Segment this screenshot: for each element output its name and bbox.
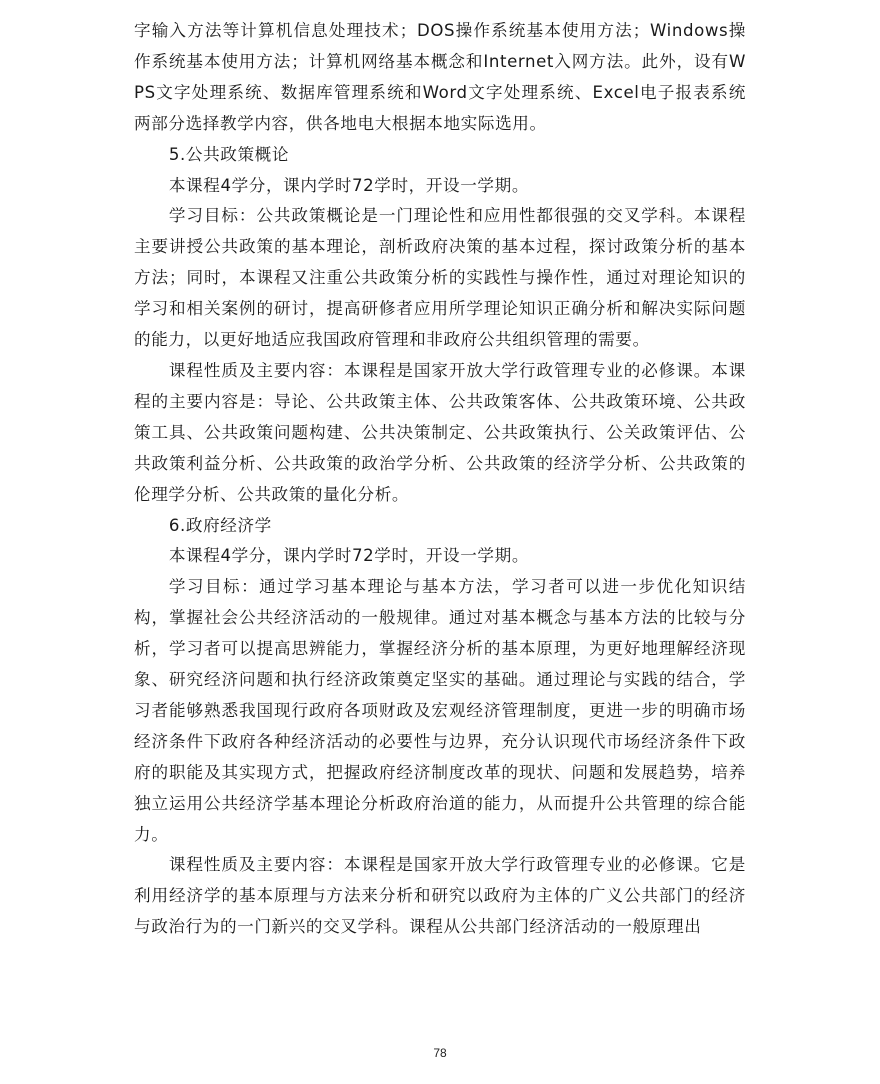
document-body	[134, 16, 746, 943]
paragraph-government-economics-credits: 本课程4学分，课内学时72学时，开设一学期。	[168, 546, 530, 566]
paragraph-government-economics-objectives: 学习目标：通过学习基本理论与基本方法，学习者可以进一步优化知识结构，掌握社会公共经济活动的一般规律。通过对基本概念与基本方法的比较与分析，学习者可以提高思辨能力，掌握经济分析的基本原理，为更好地理解经济现象、研究经济问题和执行经济政策奠定坚实的基础。通过理论与实践的结合，学习者能够熟悉我国现行政府各项财政及宏观经济管理制度，更进一步的明确市场经济条件下政府各种经济活动的必要性与边界，充分认识现代市场经济条件下政府的职能及其实现方式，把握政府经济制度改革的现状、问题和发展趋势，培养独立运用公共经济学基本理论分析政府治道的能力，从而提升公共管理的综合能力。	[134, 577, 746, 844]
page-number: 78	[433, 1046, 447, 1060]
section-heading-public-policy: 5.公共政策概论	[168, 144, 290, 164]
paragraph-government-economics-content: 课程性质及主要内容：本课程是国家开放大学行政管理专业的必修课。它是利用经济学的基本原理与方法来分析和研究以政府为主体的广义公共部门的经济与政治行为的一门新兴的交叉学科。课程从公共部门经济活动的一般原理出	[134, 855, 746, 937]
paragraph-public-policy-content: 课程性质及主要内容：本课程是国家开放大学行政管理专业的必修课。本课程的主要内容是：导论、公共政策主体、公共政策客体、公共政策环境、公共政策工具、公共政策问题构建、公共决策制定、公共政策执行、公关政策评估、公共政策利益分析、公共政策的政治学分析、公共政策的经济学分析、公共政策的伦理学分析、公共政策的量化分析。	[134, 360, 746, 504]
paragraph-public-policy-credits: 本课程4学分，课内学时72学时，开设一学期。	[168, 175, 530, 195]
paragraph-public-policy-objectives: 学习目标：公共政策概论是一门理论性和应用性都很强的交叉学科。本课程主要讲授公共政策的基本理论，剖析政府决策的基本过程，探讨政策分析的基本方法；同时，本课程又注重公共政策分析的实践性与操作性，通过对理论知识的学习和相关案例的研讨，提高研修者应用所学理论知识正确分析和解决实际问题的能力，以更好地适应我国政府管理和非政府公共组织管理的需要。	[134, 206, 746, 350]
section-heading-government-economics: 6.政府经济学	[168, 515, 272, 535]
paragraph-computer-basics-continued: 字输入方法等计算机信息处理技术；DOS操作系统基本使用方法；Windows操作系统基本使用方法；计算机网络基本概念和Internet入网方法。此外，设有WPS文字处理系统、数据库管理系统和Word文字处理系统、Excel电子报表系统两部分选择教学内容，供各地电大根据本地实际选用。	[134, 21, 746, 133]
